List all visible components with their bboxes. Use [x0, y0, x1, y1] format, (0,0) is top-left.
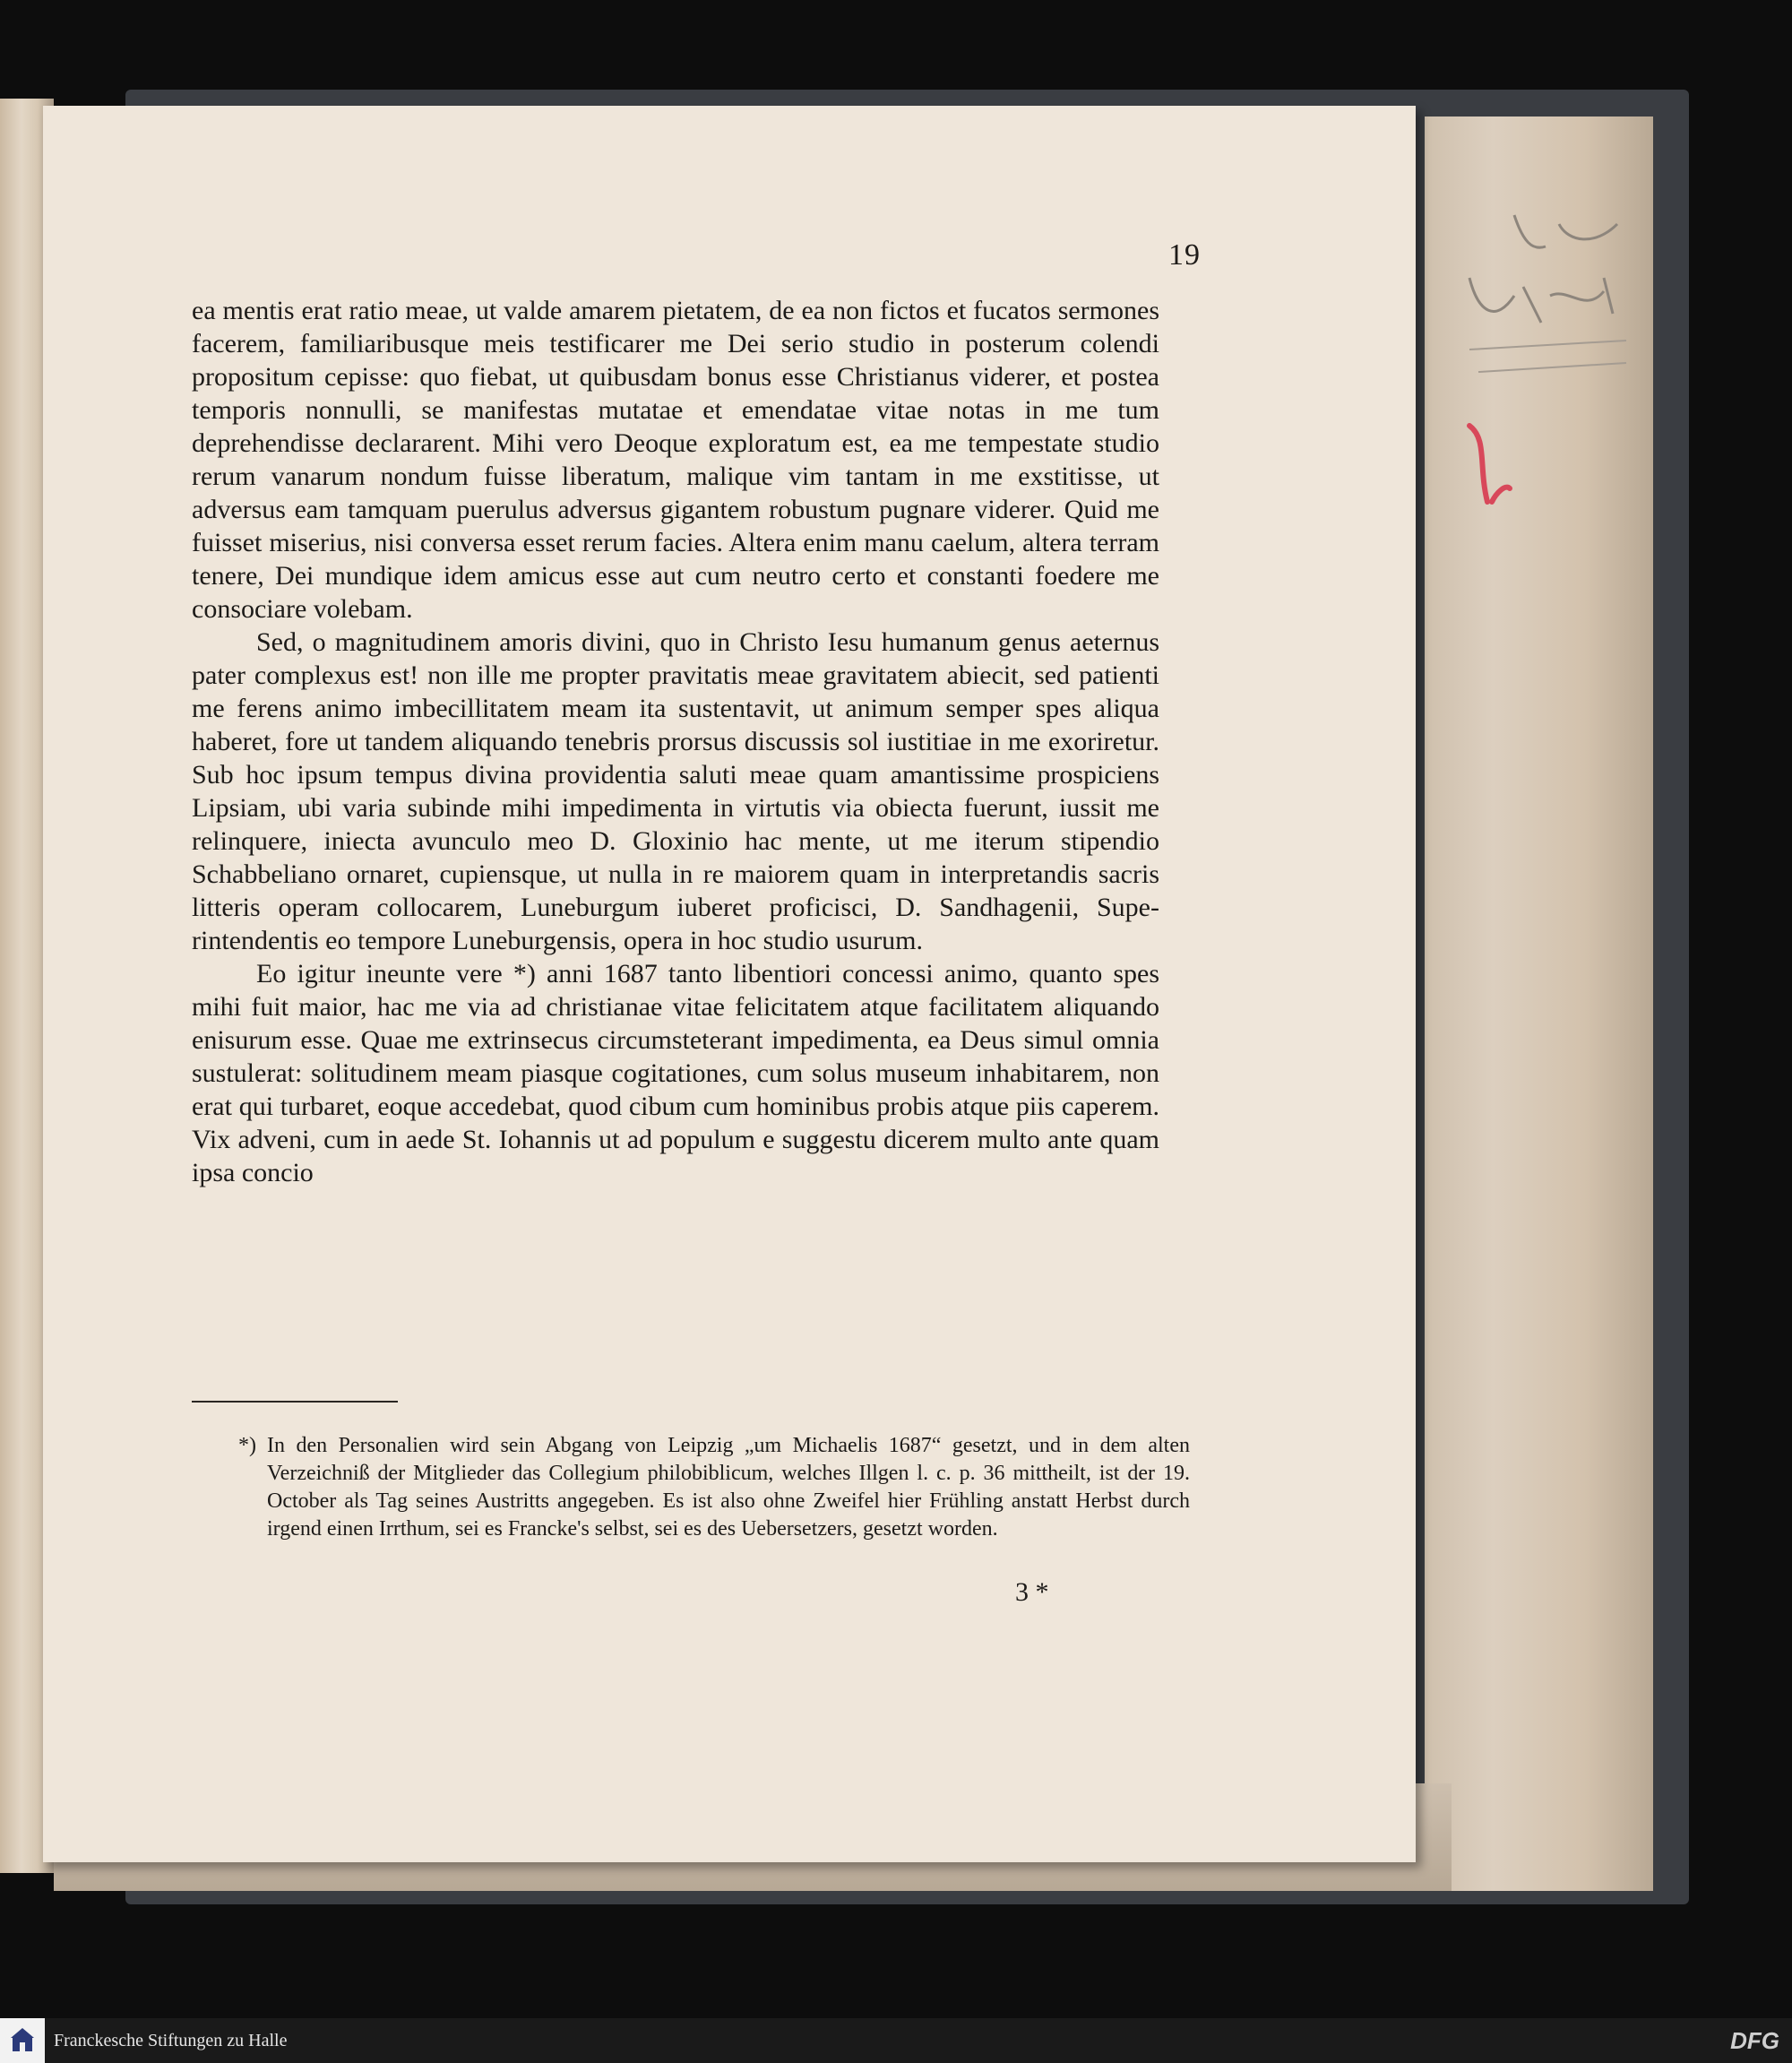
- book-page: [43, 106, 1416, 1862]
- body-text: [192, 294, 1159, 1189]
- signature-mark: 3 *: [1015, 1577, 1049, 1607]
- page-number: 19: [1168, 238, 1201, 272]
- franckesche-stiftungen-logo-icon[interactable]: [0, 2018, 45, 2063]
- institution-name: Franckesche Stiftungen zu Halle: [54, 2030, 288, 2050]
- footnote: [238, 1432, 1190, 1543]
- red-pencil-mark: [1460, 421, 1514, 511]
- pencil-annotation: [1460, 206, 1631, 394]
- paragraph: Eo igitur ineunte vere *) anni 1687 tanto libentiori concessi animo, quanto spes mihi fuit maior, hac me via ad christianae vitae felicitatem atque facilitatem aliquando enisurum esse. Quae me extrinsecus circumsteterant impedimenta, ea Deus simul omnia sustulerat: solitudinem meam piasque cogitationes, cum solus museum inhabitarem, non erat qui turbaret, eoque accedebat, quod cibum cum hominibus probis atque piis caperem. Vix adveni, cum in aede St. Iohannis ut ad populum e suggestu dicerem multo ante quam ipsa concio: [192, 959, 1159, 1187]
- footnote-divider: [192, 1401, 398, 1403]
- footnote-marker: *): [238, 1434, 256, 1457]
- dfg-logo[interactable]: DFG: [1730, 2026, 1779, 2054]
- paragraph: Sed, o magnitudinem amoris divini, quo in Christo Iesu humanum genus aeternus pater complexus est! non ille me propter pravitatis meae gravitatem abiecit, sed patienti me ferens animo imbecillitatem meam ita sustentavit, ut animum semper spes aliqua haberet, fore ut tandem aliquando tenebris prorsus discussis sol iustitiae in me exoriretur. Sub hoc ipsum tempus divina providentia saluti meae quam amantissime prospiciens Lipsiam, ubi varia subinde mihi impedimenta in virtutis via obiecta fuerunt, iussit me relinquere, iniecta avunculo meo D. Gloxinio hac mente, ut me iterum stipendio Schabbeliano ornaret, cupiensque, ut nulla in re maiorem quam in interpretandis sacris litteris operam collocarem, Luneburgum iuberet proficisci, D. Sandhagenii, Superintendentis eo tempore Luneburgensis, opera in hoc studio usurum.: [192, 627, 1159, 955]
- paragraph: ea mentis erat ratio meae, ut valde amarem pietatem, de ea non fictos et fucatos sermones facerem, familiaribusque meis testificarer me Dei serio studio in posterum colendi propositum cepisse: quo fiebat, ut quibusdam bonus esse Christianus viderer, et postea temporis nonnulli, se manifestas mutatae et emendatae vitae notas in me tum deprehendisse declararent. Mihi vero Deoque exploratum est, ea me tempestate studio rerum vanarum nondum fuisse liberatum, malique vim tantam in me exstitisse, ut adversus eam tamquam puerulus adversus gigantem robustum pugnare viderer. Quid me fuisset miserius, nisi conversa esset rerum facies. Altera enim manu caelum, altera terram tenere, Dei mundique idem amicus esse aut cum neutro certo et constanti foedere me consociare volebam.: [192, 296, 1159, 624]
- footer-bar: [0, 2018, 1792, 2063]
- footnote-text: In den Personalien wird sein Abgang von Leipzig „um Michaelis 1687“ gesetzt, und in dem alten Verzeichniß der Mitglieder das Collegium philobiblicum, welches Illgen l. c. p. 36 mittheilt, ist der 19. October als Tag seines Austritts angegeben. Es ist also ohne Zweifel hier Frühling anstatt Herbst durch irgend einen Irrthum, sei es Francke's selbst, sei es des Uebersetzers, gesetzt worden.: [267, 1434, 1190, 1541]
- building-icon: [9, 2024, 36, 2057]
